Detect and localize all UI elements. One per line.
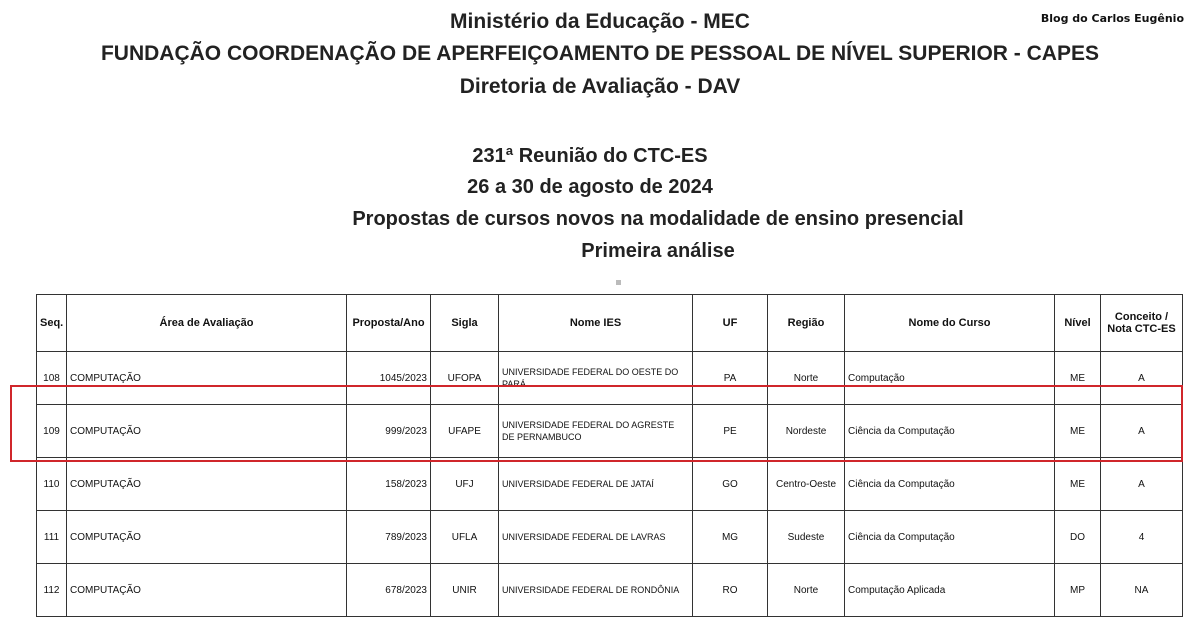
blog-watermark: Blog do Carlos Eugênio xyxy=(1040,12,1184,25)
cell-nome-ies: UNIVERSIDADE FEDERAL DE RONDÔNIA xyxy=(499,564,693,617)
cell-sigla: UFLA xyxy=(431,511,499,564)
cell-nome-ies: UNIVERSIDADE FEDERAL DE JATAÍ xyxy=(499,458,693,511)
cell-conceito: A xyxy=(1101,405,1183,458)
col-curso: Nome do Curso xyxy=(845,295,1055,352)
col-nivel: Nível xyxy=(1055,295,1101,352)
cell-area: COMPUTAÇÃO xyxy=(67,352,347,405)
cell-nome-ies: UNIVERSIDADE FEDERAL DO AGRESTE DE PERNAMBUCO xyxy=(499,405,693,458)
cell-seq: 111 xyxy=(37,511,67,564)
cell-regiao: Sudeste xyxy=(768,511,845,564)
col-area: Área de Avaliação xyxy=(67,295,347,352)
table-header-row xyxy=(37,295,1183,352)
cell-area: COMPUTAÇÃO xyxy=(67,405,347,458)
cell-regiao: Norte xyxy=(768,352,845,405)
cell-uf: MG xyxy=(693,511,768,564)
highlight-box-row-109 xyxy=(10,385,1183,462)
cell-sigla: UFAPE xyxy=(431,405,499,458)
meeting-title: 231ª Reunião do CTC-ES xyxy=(472,145,708,167)
cell-curso: Ciência da Computação xyxy=(845,511,1055,564)
cell-nivel: ME xyxy=(1055,405,1101,458)
cell-uf: PE xyxy=(693,405,768,458)
col-regiao: Região xyxy=(768,295,845,352)
cell-conceito: A xyxy=(1101,458,1183,511)
table-row xyxy=(37,511,1183,564)
cell-proposta: 158/2023 xyxy=(347,458,431,511)
col-uf: UF xyxy=(693,295,768,352)
cell-uf: RO xyxy=(693,564,768,617)
table-row xyxy=(37,564,1183,617)
cell-nivel: ME xyxy=(1055,458,1101,511)
proposals-subtitle: Propostas de cursos novos na modalidade de ensino presencial xyxy=(352,208,964,230)
cell-regiao: Nordeste xyxy=(768,405,845,458)
meeting-dates: 26 a 30 de agosto de 2024 xyxy=(467,176,713,198)
cell-curso: Ciência da Computação xyxy=(845,458,1055,511)
cell-seq: 112 xyxy=(37,564,67,617)
cell-regiao: Centro-Oeste xyxy=(768,458,845,511)
table-row xyxy=(37,458,1183,511)
cell-seq: 110 xyxy=(37,458,67,511)
cell-conceito: A xyxy=(1101,352,1183,405)
cell-seq: 109 xyxy=(37,405,67,458)
cell-area: COMPUTAÇÃO xyxy=(67,564,347,617)
cell-area: COMPUTAÇÃO xyxy=(67,511,347,564)
cell-conceito: 4 xyxy=(1101,511,1183,564)
cell-uf: PA xyxy=(693,352,768,405)
ministry-title: Ministério da Educação - MEC xyxy=(450,10,750,33)
cell-conceito: NA xyxy=(1101,564,1183,617)
col-nome-ies: Nome IES xyxy=(499,295,693,352)
directorate-title: Diretoria de Avaliação - DAV xyxy=(459,75,741,98)
cell-curso: Computação xyxy=(845,352,1055,405)
cell-proposta: 1045/2023 xyxy=(347,352,431,405)
cell-uf: GO xyxy=(693,458,768,511)
cell-proposta: 999/2023 xyxy=(347,405,431,458)
cell-proposta: 789/2023 xyxy=(347,511,431,564)
cell-regiao: Norte xyxy=(768,564,845,617)
col-sigla: Sigla xyxy=(431,295,499,352)
cell-sigla: UNIR xyxy=(431,564,499,617)
cell-nome-ies: UNIVERSIDADE FEDERAL DE LAVRAS xyxy=(499,511,693,564)
cell-seq: 108 xyxy=(37,352,67,405)
cell-area: COMPUTAÇÃO xyxy=(67,458,347,511)
cell-proposta: 678/2023 xyxy=(347,564,431,617)
capes-title: FUNDAÇÃO COORDENAÇÃO DE APERFEIÇOAMENTO DE PESSOAL DE NÍVEL SUPERIOR - CAPES xyxy=(100,42,1099,65)
cell-nome-ies: UNIVERSIDADE FEDERAL DO OESTE DO PARÁ xyxy=(499,352,693,405)
cell-nivel: MP xyxy=(1055,564,1101,617)
col-proposta: Proposta/Ano xyxy=(347,295,431,352)
cell-curso: Ciência da Computação xyxy=(845,405,1055,458)
scan-artifact-dot xyxy=(616,280,621,285)
cell-nivel: ME xyxy=(1055,352,1101,405)
cell-sigla: UFJ xyxy=(431,458,499,511)
cell-curso: Computação Aplicada xyxy=(845,564,1055,617)
col-seq: Seq. xyxy=(37,295,67,352)
analysis-title: Primeira análise xyxy=(581,240,735,262)
cell-nivel: DO xyxy=(1055,511,1101,564)
col-conceito: Conceito / Nota CTC-ES xyxy=(1101,295,1183,352)
cell-sigla: UFOPA xyxy=(431,352,499,405)
